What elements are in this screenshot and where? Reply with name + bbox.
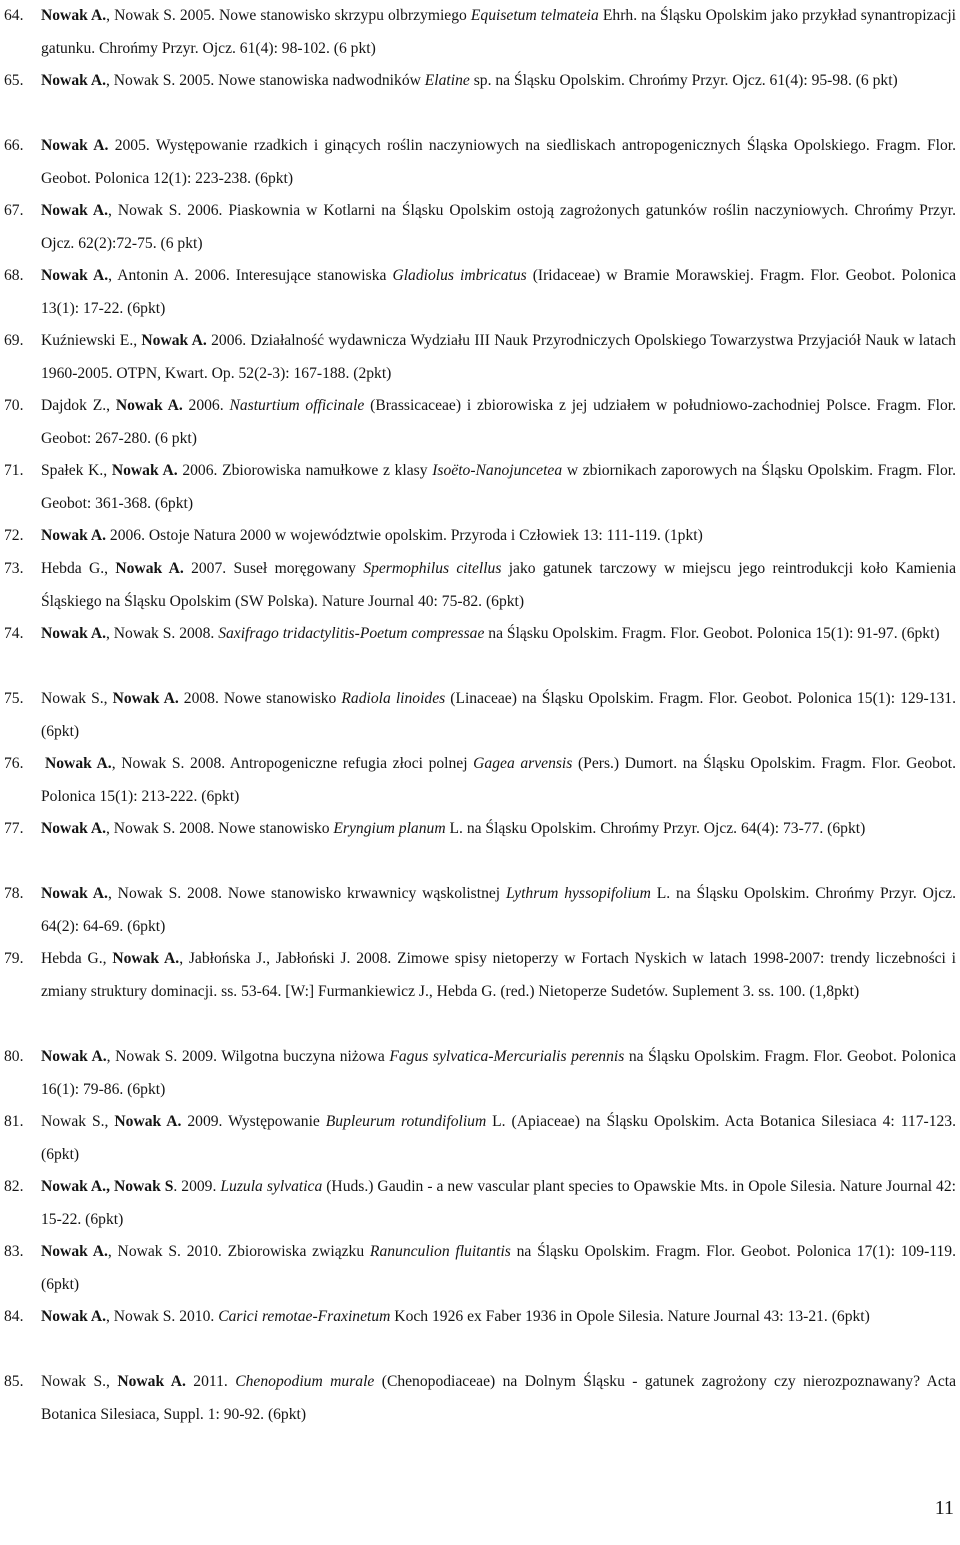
species-name: Gladiolus imbricatus — [392, 267, 527, 284]
author-highlight: Nowak A. — [112, 690, 179, 707]
entry-number: 80. — [4, 1048, 24, 1065]
entry-text-segment: , Nowak S. 2006. Piaskownia w Kotlarni na Śląsku Opolskim ostoją zagrożonych gatunków roślin naczyniowych. Chrońmy Przyr. Ojcz. 62(2):72-75. (6 pkt) — [41, 202, 956, 252]
list-item — [0, 455, 960, 520]
entry-text-segment: 2009. Występowanie — [181, 1113, 326, 1130]
species-name: Isoëto-Nanojuncetea — [432, 462, 563, 479]
entry-text — [41, 195, 956, 260]
author-highlight: Nowak A. — [115, 397, 183, 414]
species-name: Elatine — [424, 72, 470, 89]
species-name: Saxifrago tridactylitis-Poetum compressae — [218, 625, 485, 642]
author-highlight: Nowak A. — [41, 527, 106, 544]
author-highlight: Nowak A. — [41, 625, 106, 642]
entry-number: 81. — [4, 1113, 24, 1130]
entry-number: 68. — [4, 267, 24, 284]
author-highlight: Nowak A. — [41, 885, 108, 902]
entry-text-segment: (Huds.) Gaudin - a new vascular plant species to Opawskie Mts. in Opole Silesia. Nature Journal 42: 15-22. (6pkt) — [41, 1178, 956, 1228]
entry-number: 66. — [4, 137, 24, 154]
entry-text-segment: Dajdok Z., — [41, 397, 116, 414]
species-name: Nasturtium officinale — [229, 397, 365, 414]
entry-text-segment: , Nowak S. 2008. Nowe stanowisko — [106, 820, 334, 837]
entry-text-segment: . 2009. — [173, 1178, 221, 1195]
entry-text — [41, 748, 956, 813]
author-highlight: Nowak A. — [41, 7, 107, 24]
entry-text-segment: , Nowak S. 2009. Wilgotna buczyna niżowa — [106, 1048, 390, 1065]
entry-number: 83. — [4, 1243, 24, 1260]
species-name: Lythrum hyssopifolium — [505, 885, 651, 902]
entry-text — [41, 0, 956, 65]
entry-text — [41, 260, 956, 325]
entry-text-segment: 2005. Występowanie rzadkich i ginących roślin naczyniowych na siedliskach antropogenicznych Śląska Opolskiego. Fragm. Flor. Geobot. Polonica 12(1): 223-238. (6pkt) — [41, 137, 956, 187]
entry-text — [41, 813, 956, 846]
entry-text-segment: Hebda G., — [41, 950, 113, 967]
entry-text — [41, 1106, 956, 1171]
list-item — [0, 748, 960, 813]
entry-number: 77. — [4, 820, 24, 837]
entry-text — [41, 1366, 956, 1431]
author-highlight: Nowak A., Nowak S — [41, 1178, 174, 1195]
species-name: Chenopodium murale — [235, 1373, 375, 1390]
entry-text-segment: na Śląsku Opolskim. Fragm. Flor. Geobot. Polonica 15(1): 91-97. (6pkt) — [484, 625, 940, 642]
list-item — [0, 1236, 960, 1301]
entry-number: 84. — [4, 1308, 24, 1325]
entry-text-segment: , Antonin A. 2006. Interesujące stanowiska — [108, 267, 393, 284]
entry-text-segment: 2006. Działalność wydawnicza Wydziału III Nauk Przyrodniczych Opolskiego Towarzystwa Przyjaciół Nauk w latach 1960-2005. OTPN, Kwart. Op. 52(2-3): 167-188. (2pkt) — [41, 332, 956, 382]
species-name: Spermophilus citellus — [363, 560, 502, 577]
author-highlight: Nowak A. — [114, 1113, 182, 1130]
entry-number: 73. — [4, 560, 24, 577]
species-name: Bupleurum rotundifolium — [325, 1113, 487, 1130]
entry-text — [41, 1236, 956, 1301]
entry-text-segment: Hebda G., — [41, 560, 116, 577]
entry-number: 85. — [4, 1373, 24, 1390]
entry-text-segment: (Iridaceae) w Bramie Morawskiej. Fragm. Flor. Geobot. Polonica 13(1): 17-22. (6pkt) — [41, 267, 956, 317]
species-name: Carici remotae-Fraxinetum — [218, 1308, 391, 1325]
entry-number: 74. — [4, 625, 24, 642]
list-item — [0, 0, 960, 65]
author-highlight: Nowak A. — [41, 1308, 106, 1325]
entry-number: 76. — [4, 755, 24, 772]
list-item — [0, 130, 960, 195]
list-item — [0, 1106, 960, 1171]
species-name: Ranunculion fluitantis — [369, 1243, 511, 1260]
entry-number: 72. — [4, 527, 24, 544]
entry-text — [41, 325, 956, 390]
entry-text — [41, 130, 956, 195]
author-highlight: Nowak A. — [41, 202, 109, 219]
entry-text-segment: (Brassicaceae) i zbiorowiska z jej udziałem w południowo-zachodniej Polsce. Fragm. Flor. Geobot: 267-280. (6 pkt) — [41, 397, 956, 447]
author-highlight: Nowak A. — [41, 137, 109, 154]
entry-text-segment: , Nowak S. 2005. Nowe stanowisko skrzypu olbrzymiego — [106, 7, 471, 24]
entry-number: 75. — [4, 690, 24, 707]
entry-number: 69. — [4, 332, 24, 349]
entry-text-segment: , Nowak S. 2010. Zbiorowiska związku — [107, 1243, 370, 1260]
species-name: Eryngium planum — [333, 820, 446, 837]
entry-text-segment: na Śląsku Opolskim. Fragm. Flor. Geobot. Polonica 17(1): 109-119. (6pkt) — [41, 1243, 956, 1293]
list-item — [0, 1041, 960, 1106]
entry-text-segment: Ehrh. na Śląsku Opolskim jako przykład synantropizacji gatunku. Chrońmy Przyr. Ojcz. 61(4): 98-102. (6 pkt) — [41, 7, 956, 57]
author-highlight: Nowak A. — [45, 755, 112, 772]
entry-number: 64. — [4, 7, 24, 24]
author-highlight: Nowak A. — [41, 820, 106, 837]
entry-text — [41, 455, 956, 520]
entry-number: 79. — [4, 950, 24, 967]
entry-text-segment: (Pers.) Dumort. na Śląsku Opolskim. Fragm. Flor. Geobot. Polonica 15(1): 213-222. (6pkt) — [41, 755, 956, 805]
page-number: 11 — [934, 1497, 954, 1519]
entry-text-segment: jako gatunek tarczowy w miejscu jego reintrodukcji koło Kamienia Śląskiego na Śląsku Opolskim (SW Polska). Nature Journal 40: 75-82. (6pkt) — [41, 560, 956, 610]
entry-text-segment: 2008. Nowe stanowisko — [178, 690, 342, 707]
entry-text-segment: na Śląsku Opolskim. Fragm. Flor. Geobot. Polonica 16(1): 79-86. (6pkt) — [41, 1048, 957, 1098]
author-highlight: Nowak A. — [41, 1243, 108, 1260]
list-item — [0, 325, 960, 390]
entry-text — [41, 520, 956, 553]
author-highlight: Nowak A. — [141, 332, 207, 349]
entry-number: 78. — [4, 885, 24, 902]
list-item — [0, 390, 960, 455]
entry-text — [41, 943, 956, 1008]
entry-text — [41, 1301, 956, 1334]
entry-text-segment: 2006. — [182, 397, 230, 414]
list-item — [0, 520, 960, 553]
entry-text-segment: Koch 1926 ex Faber 1936 in Opole Silesia. Nature Journal 43: 13-21. (6pkt) — [390, 1308, 870, 1325]
entry-text — [41, 683, 956, 748]
list-item — [0, 1366, 960, 1431]
entry-text-segment: Nowak S., — [41, 1113, 115, 1130]
list-item — [0, 943, 960, 1008]
entry-text-segment: sp. na Śląsku Opolskim. Chrońmy Przyr. Ojcz. 61(4): 95-98. (6 pkt) — [469, 72, 898, 89]
entry-text-segment: 2006. Zbiorowiska namułkowe z klasy — [177, 462, 433, 479]
author-highlight: Nowak A. — [115, 560, 184, 577]
entry-text — [41, 878, 956, 943]
entry-text-segment: (Chenopodiaceae) na Dolnym Śląsku - gatunek zagrożony czy nierozpoznawany? Acta Botanica Silesiaca, Suppl. 1: 90-92. (6pkt) — [41, 1373, 956, 1423]
entry-text-segment: L. na Śląsku Opolskim. Chrońmy Przyr. Ojcz. 64(2): 64-69. (6pkt) — [41, 885, 956, 935]
entry-number: 67. — [4, 202, 24, 219]
entry-text-segment: Nowak S., — [41, 690, 113, 707]
species-name: Gagea arvensis — [473, 755, 573, 772]
entry-text-segment: Nowak S., — [41, 1373, 118, 1390]
list-item — [0, 1171, 960, 1236]
list-item — [0, 683, 960, 748]
entry-text — [41, 1171, 956, 1236]
author-highlight: Nowak A. — [41, 267, 109, 284]
author-highlight: Nowak A. — [41, 1048, 107, 1065]
entry-text — [41, 65, 956, 98]
list-item — [0, 553, 960, 618]
entry-number: 70. — [4, 397, 24, 414]
species-name: Fagus sylvatica-Mercurialis perennis — [389, 1048, 625, 1065]
entry-text — [41, 390, 956, 455]
list-item — [0, 260, 960, 325]
list-item — [0, 813, 960, 846]
list-item — [0, 65, 960, 98]
entry-number: 65. — [4, 72, 24, 89]
entry-text-segment: , Nowak S. 2008. Antropogeniczne refugia złoci polnej — [111, 755, 474, 772]
entry-text-segment: , Nowak S. 2008. — [106, 625, 219, 642]
entry-text — [41, 1041, 956, 1106]
entry-number: 71. — [4, 462, 24, 479]
entry-text-segment: 2007. Suseł moręgowany — [183, 560, 364, 577]
entry-number: 82. — [4, 1178, 24, 1195]
list-item — [0, 618, 960, 651]
entry-text-segment: , Nowak S. 2005. Nowe stanowiska nadwodników — [106, 72, 425, 89]
entry-text-segment: Spałek K., — [41, 462, 112, 479]
species-name: Equisetum telmateia — [470, 7, 599, 24]
author-highlight: Nowak A. — [111, 462, 178, 479]
list-item — [0, 195, 960, 260]
entry-text — [41, 618, 956, 651]
author-highlight: Nowak A. — [41, 72, 106, 89]
list-item — [0, 1301, 960, 1334]
entry-text-segment: 2011. — [185, 1373, 236, 1390]
species-name: Radiola linoides — [341, 690, 446, 707]
entry-text-segment: L. (Apiaceae) na Śląsku Opolskim. Acta Botanica Silesiaca 4: 117-123. (6pkt) — [41, 1113, 956, 1163]
entry-text-segment: , Jabłońska J., Jabłoński J. 2008. Zimowe spisy nietoperzy w Fortach Nyskich w latach 1998-2007: trendy liczebności i zmiany struktury dominacji. ss. 53-64. [W:] Furmankiewicz J., Hebda G. (red.) Nietoperze Sudetów. Suplement 3. ss. 100. (1,8pkt) — [41, 950, 956, 1000]
entry-text-segment: Kuźniewski E., — [41, 332, 142, 349]
entry-text-segment: , Nowak S. 2008. Nowe stanowisko krwawnicy wąskolistnej — [107, 885, 506, 902]
author-highlight: Nowak A. — [117, 1373, 186, 1390]
entry-text-segment: L. na Śląsku Opolskim. Chrońmy Przyr. Ojcz. 64(4): 73-77. (6pkt) — [445, 820, 866, 837]
entry-text-segment: (Linaceae) na Śląsku Opolskim. Fragm. Flor. Geobot. Polonica 15(1): 129-131. (6pkt) — [41, 690, 957, 740]
author-highlight: Nowak A. — [112, 950, 180, 967]
species-name: Luzula sylvatica — [220, 1178, 323, 1195]
entry-text-segment: 2006. Ostoje Natura 2000 w województwie opolskim. Przyroda i Człowiek 13: 111-119. (1pkt) — [106, 527, 703, 544]
entry-text-segment: , Nowak S. 2010. — [106, 1308, 219, 1325]
entry-text — [41, 553, 956, 618]
entry-text-segment: w zbiornikach zaporowych na Śląsku Opolskim. Fragm. Flor. Geobot: 361-368. (6pkt) — [41, 462, 957, 512]
list-item — [0, 878, 960, 943]
